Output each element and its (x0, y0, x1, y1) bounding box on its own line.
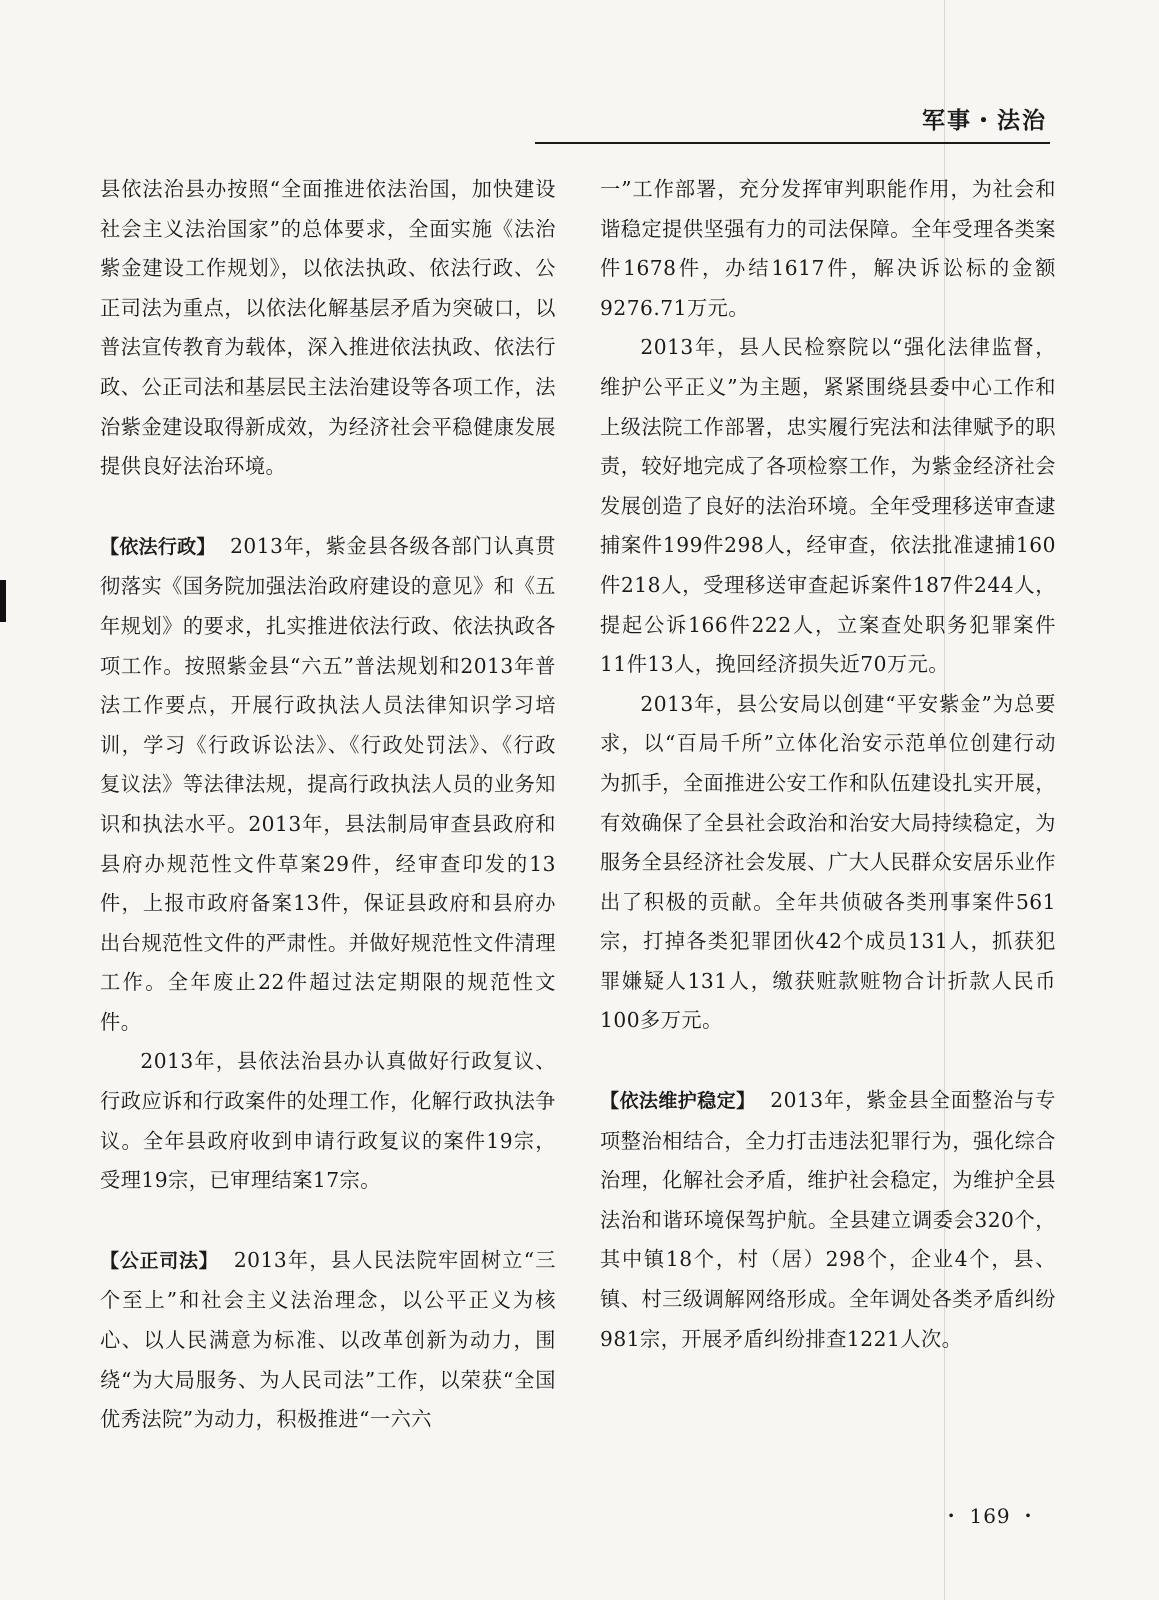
right-column (600, 170, 1056, 1359)
paragraph: 2013年，县公安局以创建“平安紫金”为总要求，以“百局千所”立体化治安示范单位创建行动为抓手，全面推进公安工作和队伍建设扎实开展，有效确保了全县社会政治和治安大局持续稳定，为服务全县经济社会发展、广大人民群众安居乐业作出了积极的贡献。全年共侦破各类刑事案件561宗，打掉各类犯罪团伙42个成员131人，抓获犯罪嫌疑人131人，缴获赃款赃物合计折款人民币100多万元。 (600, 691, 1056, 1033)
section-paragraph (100, 1241, 556, 1440)
paragraph: 2013年，县依法治县办认真做好行政复议、行政应诉和行政案件的处理工作，化解行政执法争议。全年县政府收到申请行政复议的案件19宗，受理19宗，已审理结案17宗。 (100, 1049, 556, 1193)
section-text: 2013年，紫金县全面整治与专项整治相结合，全力打击违法犯罪行为，强化综合治理，化解社会矛盾，维护社会稳定，为维护全县法治和谐环境保驾护航。全县建立调委会320个，其中镇18个，村（居）298个，企业4个，县、镇、村三级调解网络形成。全年调处各类矛盾纠纷981宗，开展矛盾纠纷排查1221人次。 (600, 1088, 1056, 1351)
section-header-title: 军事・法治 (922, 108, 1047, 134)
header-rule (535, 142, 1050, 144)
section-heading: 【公正司法】 (100, 1249, 219, 1272)
scan-edge-mark (0, 580, 6, 622)
section-heading: 【依法维护稳定】 (600, 1090, 756, 1113)
section-paragraph (100, 527, 556, 1043)
paragraph: 县依法治县办按照“全面推进依法治国，加快建设社会主义法治国家”的总体要求，全面实施《法治紫金建设工作规划》，以依法执政、依法行政、公正司法为重点，以依法化解基层矛盾为突破口，以普法宣传教育为载体，深入推进依法执政、依法行政、公正司法和基层民主法治建设等各项工作，法治紫金建设取得新成效，为经济社会平稳健康发展提供良好法治环境。 (100, 177, 556, 479)
section-paragraph (600, 1081, 1056, 1359)
paragraph: 2013年，县人民检察院以“强化法律监督，维护公平正义”为主题，紧紧围绕县委中心工作和上级法院工作部署，忠实履行宪法和法律赋予的职责，较好地完成了各项检察工作，为紫金经济社会发展创造了良好的法治环境。全年受理移送审查逮捕案件199件298人，经审查，依法批准逮捕160件218人，受理移送审查起诉案件187件244人，提起公诉166件222人，立案查处职务犯罪案件11件13人，挽回经济损失近70万元。 (600, 335, 1056, 677)
paragraph: 一”工作部署，充分发挥审判职能作用，为社会和谐稳定提供坚强有力的司法保障。全年受理各类案件1678件，办结1617件，解决诉讼标的金额9276.71万元。 (600, 177, 1056, 320)
section-heading: 【依法行政】 (100, 535, 216, 558)
section-text: 2013年，紫金县各级各部门认真贯彻落实《国务院加强法治政府建设的意见》和《五年规划》的要求，扎实推进依法行政、依法执政各项工作。按照紫金县“六五”普法规划和2013年普法工作要点，开展行政执法人员法律知识学习培训，学习《行政诉讼法》、《行政处罚法》、《行政复议法》等法律法规，提高行政执法人员的业务知识和执法水平。2013年，县法制局审查县政府和县府办规范性文件草案29件，经审查印发的13件，上报市政府备案13件，保证县政府和县府办出台规范性文件的严肃性。并做好规范性文件清理工作。全年废止22件超过法定期限的规范性文件。 (100, 533, 556, 1034)
page-number: ・ 169 ・ (941, 1504, 1039, 1528)
left-column (100, 170, 556, 1440)
section-text: 2013年，县人民法院牢固树立“三个至上”和社会主义法治理念，以公平正义为核心、以人民满意为标准、以改革创新为动力，围绕“为大局服务、为人民司法”工作，以荣获“全国优秀法院”为动力，积极推进“一六六 (100, 1247, 556, 1432)
